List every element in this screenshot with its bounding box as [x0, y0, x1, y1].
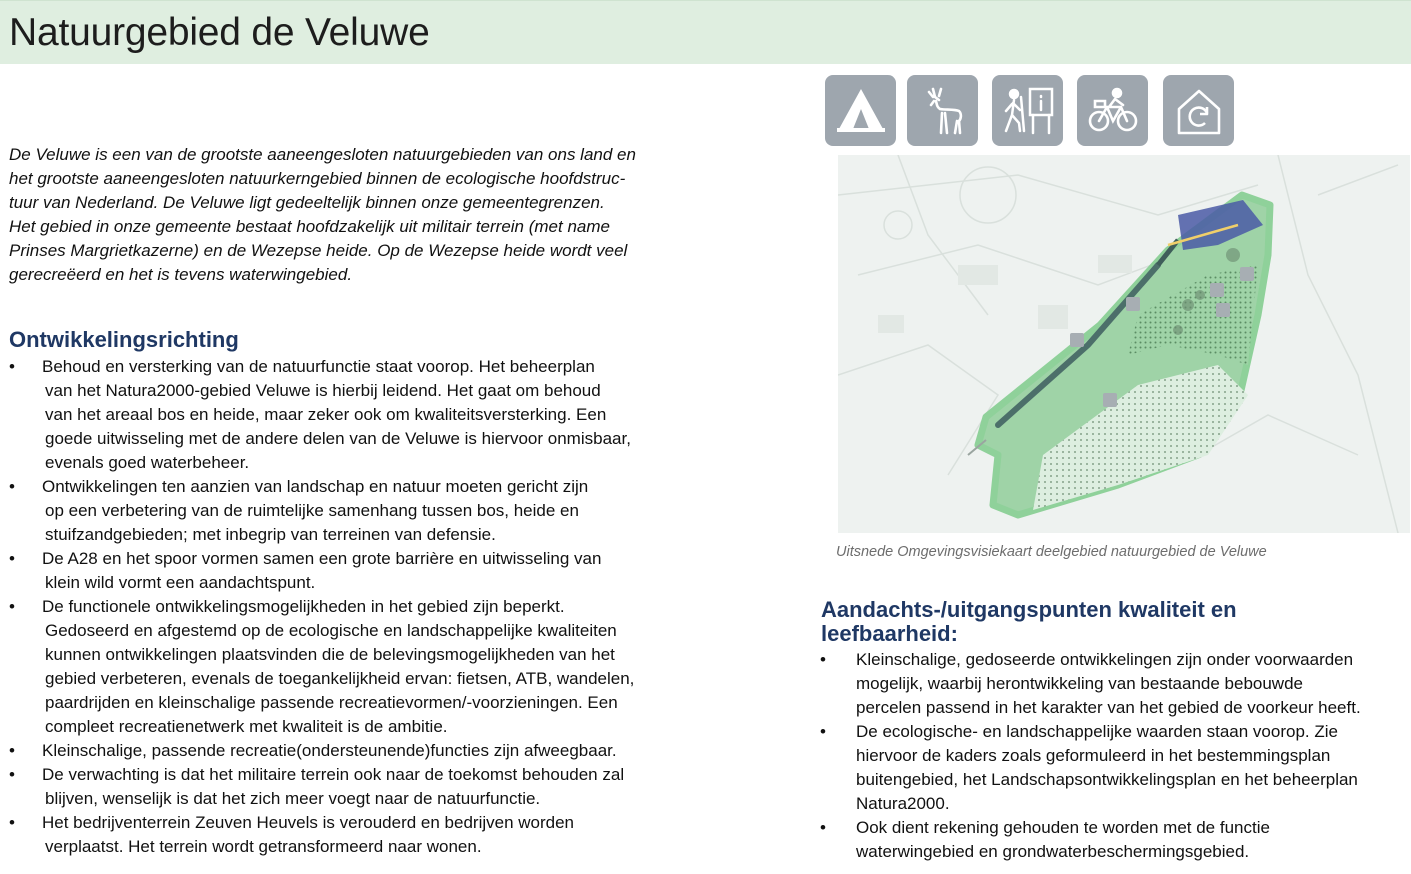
list-item — [9, 595, 634, 739]
list-item-line: paardrijden en kleinschalige passende recreatievormen/-voorzieningen. Een — [45, 693, 618, 712]
cyclist-icon — [1077, 75, 1148, 146]
bullet-marker: • — [9, 549, 15, 568]
list-item — [9, 475, 634, 547]
development-list — [9, 355, 634, 859]
list-item-line: De ecologische- en landschappelijke waarden staan voorop. Zie — [856, 722, 1338, 741]
list-item-line: waterwingebied en grondwaterbeschermingsgebied. — [856, 842, 1250, 861]
bullet-marker: • — [820, 650, 826, 669]
house-renovation-icon — [1163, 75, 1234, 146]
list-item — [9, 355, 634, 475]
list-item — [820, 816, 1361, 864]
list-item — [9, 739, 634, 763]
intro-line: Prinses Margrietkazerne) en de Wezepse heide. Op de Wezepse heide wordt veel — [9, 241, 628, 260]
page-header — [0, 0, 1411, 64]
list-item-line: Ontwikkelingen ten aanzien van landschap en natuur moeten gericht zijn — [42, 477, 589, 496]
list-item — [9, 547, 634, 595]
list-item-line: kunnen ontwikkelingen plaatsvinden die de belevingsmogelijkheden van het — [45, 645, 615, 664]
list-item-line: van het areaal bos en heide, maar zeker ook om kwaliteitsversterking. Een — [45, 405, 607, 424]
list-item-line: De A28 en het spoor vormen samen een grote barrière en uitwisseling van — [42, 549, 602, 568]
list-item-line: gebied verbeteren, evenals de toegankelijkheid ervan: fietsen, ATB, wandelen, — [45, 669, 635, 688]
list-item-line: compleet recreatienetwerk met kwaliteit is de ambitie. — [45, 717, 448, 736]
list-item-line: blijven, wenselijk is dat het zich meer voegt naar de natuurfunctie. — [45, 789, 541, 808]
development-heading: Ontwikkelingsrichting — [9, 327, 239, 352]
list-item-line: mogelijk, waarbij herontwikkeling van bestaande bebouwde — [856, 674, 1303, 693]
list-item-line: goede uitwisseling met de andere delen van de Veluwe is hiervoor onmisbaar, — [45, 429, 631, 448]
list-item-line: Ook dient rekening gehouden te worden met de functie — [856, 818, 1270, 837]
intro-line: gerecreëerd en het is tevens waterwingebied. — [9, 265, 353, 284]
list-item-line: Natura2000. — [856, 794, 950, 813]
list-item-line: op een verbetering van de ruimtelijke samenhang tussen bos, heide en — [45, 501, 579, 520]
map-caption: Uitsnede Omgevingsvisiekaart deelgebied natuurgebied de Veluwe — [836, 544, 1267, 560]
bullet-marker: • — [9, 741, 15, 760]
intro-paragraph — [9, 143, 689, 287]
list-item-line: Kleinschalige, gedoseerde ontwikkelingen zijn onder voorwaarden — [856, 650, 1354, 669]
intro-line: tuur van Nederland. De Veluwe ligt gedeeltelijk binnen onze gemeentegrenzen. — [9, 193, 605, 212]
camping-tent-icon — [825, 75, 896, 146]
overview-map — [838, 155, 1410, 533]
bullet-marker: • — [9, 813, 15, 832]
intro-line: Het gebied in onze gemeente bestaat hoofdzakelijk uit militair terrein (met name — [9, 217, 610, 236]
quality-heading-line: Aandachts-/uitgangspunten kwaliteit en — [821, 597, 1237, 622]
deer-icon — [907, 75, 978, 146]
list-item-line: van het Natura2000-gebied Veluwe is hierbij leidend. Het gaat om behoud — [45, 381, 601, 400]
quality-heading-line: leefbaarheid: — [821, 621, 958, 646]
quality-heading — [821, 598, 1301, 646]
intro-line: De Veluwe is een van de grootste aaneengesloten natuurgebieden van ons land en — [9, 145, 636, 164]
quality-list — [820, 648, 1361, 864]
list-item-line: evenals goed waterbeheer. — [45, 453, 250, 472]
intro-line: het grootste aaneengesloten natuurkerngebied binnen de ecologische hoofdstruc- — [9, 169, 626, 188]
bullet-marker: • — [9, 765, 15, 784]
list-item-line: Kleinschalige, passende recreatie(ondersteunende)functies zijn afweegbaar. — [42, 741, 617, 760]
list-item-line: De verwachting is dat het militaire terrein ook naar de toekomst behouden zal — [42, 765, 625, 784]
hiker-information-icon — [992, 75, 1063, 146]
list-item-line: Behoud en versterking van de natuurfunctie staat voorop. Het beheerplan — [42, 357, 595, 376]
list-item — [9, 811, 634, 859]
list-item-line: De functionele ontwikkelingsmogelijkheden in het gebied zijn beperkt. — [42, 597, 565, 616]
page-title: Natuurgebied de Veluwe — [9, 11, 430, 54]
bullet-marker: • — [9, 477, 15, 496]
list-item-line: Gedoseerd en afgestemd op de ecologische en landschappelijke kwaliteiten — [45, 621, 617, 640]
list-item-line: buitengebied, het Landschapsontwikkelingsplan en het beheerplan — [856, 770, 1358, 789]
list-item-line: klein wild vormt een aandachtspunt. — [45, 573, 316, 592]
activity-icons — [825, 75, 1235, 146]
list-item-line: stuifzandgebieden; met inbegrip van terreinen van defensie. — [45, 525, 496, 544]
bullet-marker: • — [9, 357, 15, 376]
list-item — [820, 720, 1361, 816]
bullet-marker: • — [9, 597, 15, 616]
list-item-line: Het bedrijventerrein Zeuven Heuvels is verouderd en bedrijven worden — [42, 813, 575, 832]
list-item — [820, 648, 1361, 720]
bullet-marker: • — [820, 722, 826, 741]
list-item-line: percelen passend in het karakter van het gebied de voorkeur heeft. — [856, 698, 1361, 717]
list-item-line: hiervoor de kaders zoals geformuleerd in het bestemmingsplan — [856, 746, 1331, 765]
bullet-marker: • — [820, 818, 826, 837]
list-item-line: verplaatst. Het terrein wordt getransformeerd naar wonen. — [45, 837, 482, 856]
list-item — [9, 763, 634, 811]
